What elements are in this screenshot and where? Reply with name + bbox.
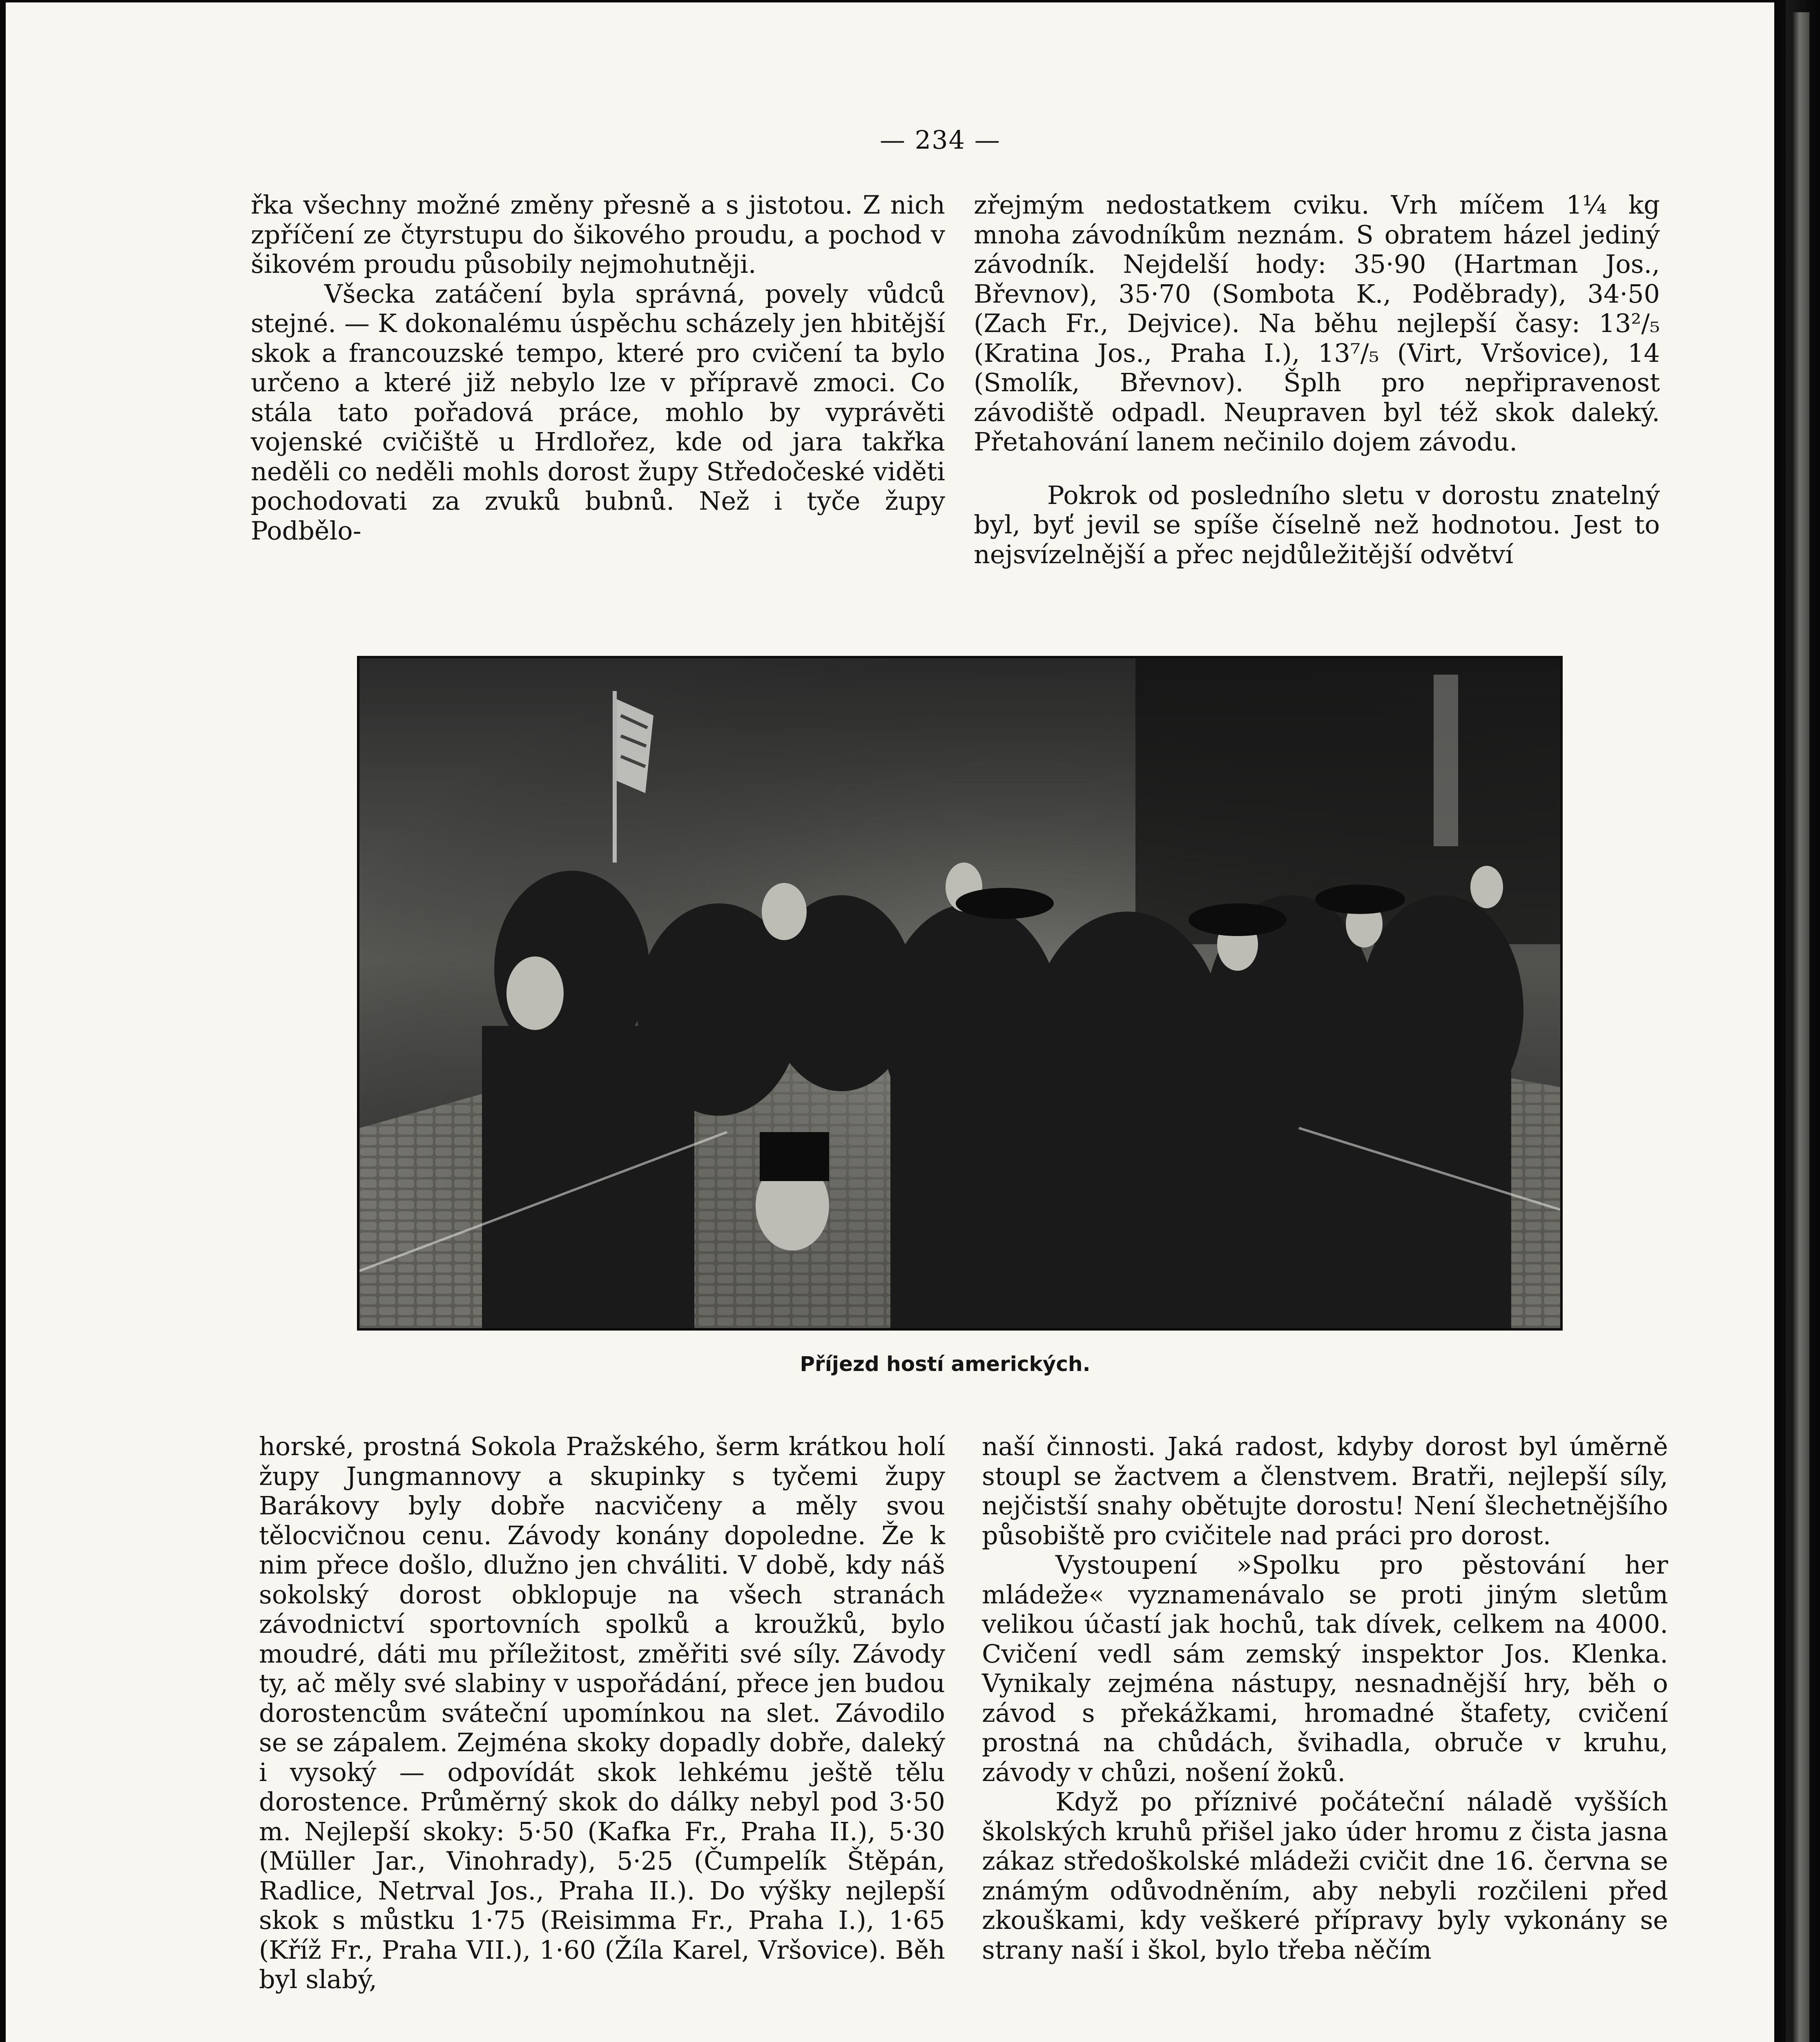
scan-paper-edge [1793,12,1809,2042]
text-column-bottom-right [982,1432,1668,1965]
paragraph: řka všechny možné změny přesně a s jistotou. Z nich zpříčení ze čtyrstupu do šikového proudu, a pochod v šikovém proudu působily nejmohutněji. [251,190,945,279]
page-number: — 234 — [880,125,1001,155]
paragraph: Když po příznivé počáteční náladě vyšších školských kruhů přišel jako úder hromu z čista jasna zákaz středoškolské mládeži cvičit dne 16. června se známým odůvodněním, aby nebyli rozčileni před zkouškami, kdy veškeré přípravy byly vykonány se strany naší i škol, bylo třeba něčím [982,1787,1668,1965]
paragraph: Pokrok od posledního sletu v dorostu znatelný byl, byť jevil se spíše číselně než hodnotou. Jest to nejsvízelnější a přec nejdůležitější odvětví [974,480,1660,569]
paragraph: zřejmým nedostatkem cviku. Vrh míčem 1¼ kg mnoha závodníkům neznám. S obratem házel jediný závodník. Nejdelší hody: 35·90 (Hartman Jos., Břevnov), 35·70 (Sombota K., Poděbrady), 34·50 (Zach Fr., Dejvice). Na běhu nejlepší časy: 13²/₅ (Kratina Jos., Praha I.), 13⁷/₅ (Virt, Vršovice), 14 (Smolík, Břevnov). Šplh pro nepřipravenost závodiště odpadl. Neupraven byl též skok daleký. Přetahování lanem nečinilo dojem závodu. [974,190,1660,457]
page-sheet [6,2,1774,2042]
photo-caption: Příjezd hostí amerických. [800,1352,1091,1376]
paragraph: Všecka zatáčení byla správná, povely vůdců stejné. — K dokonalému úspěchu scházely jen hbitější skok a francouzské tempo, které pro cvičení ta bylo určeno a které již nebylo lze v přípravě zmoci. Co stála tato pořadová práce, mohlo by vyprávěti vojenské cvičiště u Hrdlořez, kde od jara takřka neděli co neděli mohls dorost župy Středočeské viděti pochodovati za zvuků bubnů. Než i tyče župy Podbělo- [251,279,945,546]
text-column-top-left [251,190,945,546]
paragraph: horské, prostná Sokola Pražského, šerm krátkou holí župy Jungmannovy a skupinky s tyčemi župy Barákovy byly dobře nacvičeny a měly svou tělocvičnou cenu. Závody konány dopoledne. Že k nim přece došlo, dlužno jen chváliti. V době, kdy náš sokolský dorost obklopuje na všech stranách závodnictví sportovních spolků a kroužků, bylo moudré, dáti mu příležitost, změřiti své síly. Závody ty, ač měly své slabiny v uspořádání, přece jen budou dorostencům sváteční upomínkou na slet. Závodilo se se zápalem. Zejména skoky dopadly dobře, daleký i vysoký — odpovídát skok lehkému ještě tělu dorostence. Průměrný skok do dálky nebyl pod 3·50 m. Nejlepší skoky: 5·50 (Kafka Fr., Praha II.), 5·30 (Müller Jar., Vinohrady), 5·25 (Čumpelík Štěpán, Radlice, Netrval Jos., Praha II.). Do výšky nejlepší skok s můstku 1·75 (Reisimma Fr., Praha I.), 1·65 (Kříž Fr., Praha VII.), 1·60 (Žíla Karel, Vršovice). Běh byl slabý, [259,1431,945,1994]
text-column-bottom-left [259,1432,945,1995]
parade-photograph [357,656,1563,1331]
scan-border [1786,0,1820,2042]
paragraph: Vystoupení »Spolku pro pěstování her mládeže« vyznamenávalo se proti jiným sletům velikou účastí jak hochů, tak dívek, celkem na 4000. Cvičení vedl sám zemský inspektor Jos. Klenka. Vynikaly zejména nástupy, nesnadnější hry, běh o závod s překážkami, hromadné štafety, cvičení prostná na chůdách, švihadla, obruče v kruhu, závody v chůzi, nošení žoků. [982,1550,1668,1787]
text-column-top-right [974,190,1660,569]
paragraph: naší činnosti. Jaká radost, kdyby dorost byl úměrně stoupl se žactvem a členstvem. Bratři, nejlepší síly, nejčistší snahy obětujte dorostu! Není šlechetnějšího působiště pro cvičitele nad práci pro dorost. [982,1431,1668,1550]
crowd-photo-illustration [359,658,1560,1328]
